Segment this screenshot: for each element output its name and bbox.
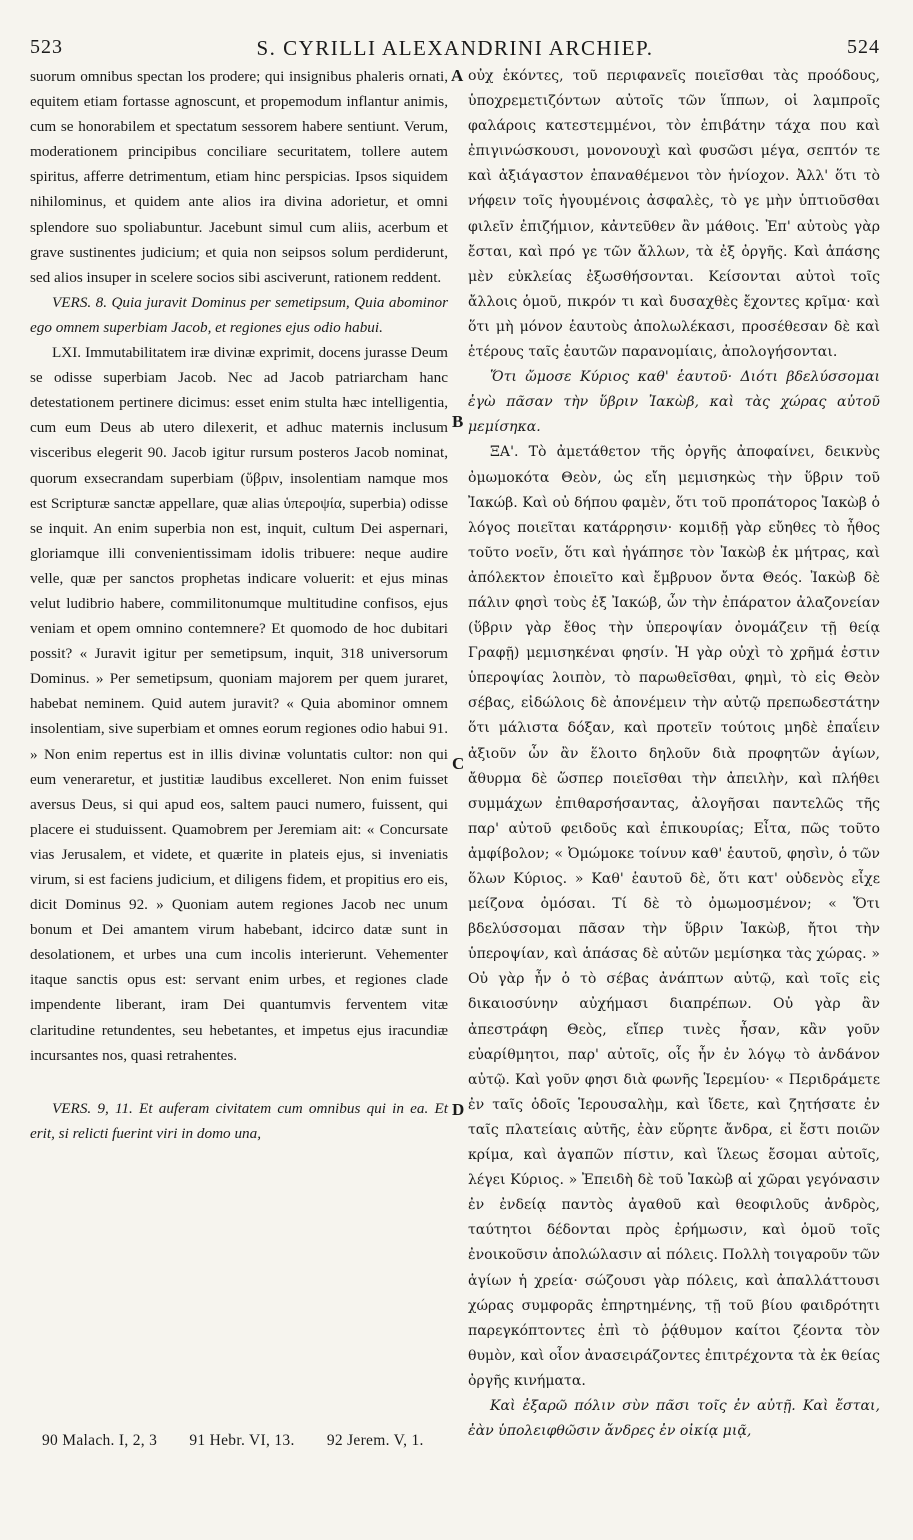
section-mark-c: C [452, 754, 465, 773]
running-title: S. CYRILLI ALEXANDRINI ARCHIEP. [256, 36, 654, 60]
greek-verse-8-text: Ὅτι ὤμοσε Κύριος καθ' ἑαυτοῦ· Διότι βδελύσσομαι ἐγὼ πᾶσαν τὴν ὕβριν Ἰακὼβ, καὶ τὰς χώρας αὐτοῦ μεμίσηκα. [468, 369, 880, 436]
footnote-91: 91 Hebr. VI, 13. [189, 1432, 295, 1449]
section-mark-a: A [451, 66, 464, 85]
page-number-left: 523 [30, 36, 63, 58]
running-header [30, 36, 880, 62]
page-number-right: 524 [847, 36, 880, 58]
greek-column [468, 64, 880, 1444]
section-mark-b: B [452, 412, 464, 431]
latin-column [30, 64, 448, 1146]
footnote-92: 92 Jerem. V, 1. [326, 1432, 424, 1449]
greek-verse-9-text: Καὶ ἐξαρῶ πόλιν σὺν πᾶσι τοῖς ἐν αὐτῇ. Καὶ ἔσται, ἐὰν ὑπολειφθῶσιν ἄνδρες ἐν οἰκίᾳ μιᾷ, [468, 1397, 880, 1440]
greek-paragraph-xa: ΞΑ'. Τὸ ἀμετάθετον τῆς ὀργῆς ἀποφαίνει, δεικνὺς ὀμωμοκότα Θεὸν, ὡς εἴη μεμισηκὼς τὴν ὕβριν τοῦ Ἰακώβ. Καὶ οὐ δήπου φαμὲν, ὅτι τοῦ προπάτορος Ἰακὼβ ὁ λόγος ποιεῖται κατάρρησιν· κομιδῇ γὰρ εὔηθες τὸ ἦθος τοῦτο νοεῖν, ὅτι καὶ ἠγάπησε τὸν Ἰακὼβ ἐκ μήτρας, καὶ ἀπόλεκτον ἐποιεῖτο καὶ ἔμβρυον ὄντα Θεός. Ἰακὼβ δὲ πάλιν φησὶ τοὺς ἐξ Ἰακώβ, ὧν τὴν ἐπάρατον ἀλαζονείαν (ὕβριν γὰρ ἔθος τὴν ὑπεροψίαν ὀνομάζειν τῇ θείᾳ Γραφῇ) μεμισηκέναι φησίν. Ἡ γὰρ οὐχὶ τὸ χρῆμά ἐστιν ὑπεροψίας λοιπὸν, τὸ παρωθεῖσθαι, φημὶ, τὸ εἰς Θεὸν σέβας, εἰδώλοις δὲ ἀπονέμειν τὴν αὐτῷ πρεπωδεστάτην ὅτι μάλιστα δόξαν, καὶ προτεῖν τούτοις μηδὲ ἐπαΐειν ἀξιοῦν ὧν ἂν ἕλοιτο δηλοῦν διὰ προφητῶν ἁγίων, ἄθυρμα δὲ ὥσπερ ποιεῖσθαι τὴν ἀπειλὴν, καὶ πλήθει συμμάχων ἐπιθαρσήσαντας, ἀλογῆσαι παντελῶς τῆς παρ' αὐτοῦ φειδοῦς καὶ ἐπικουρίας; Εἶτα, πῶς τοῦτο ἀμφίβολον; « Ὀμώμοκε τοίνυν καθ' ἑαυτοῦ, φησὶν, ὁ τῶν ὅλων Κύριος. » Καθ' ἑαυτοῦ δὲ, ὅτι κατ' οὐδενὸς εἶχε μείζονα ὀμόσαι. Τί δὲ τὸ ὀμωμοσμένον; « Ὅτι βδελύσσομαι πᾶσαν τὴν ὕβριν Ἰακὼβ, ἤτοι τὴν ὑπεροψίαν, καὶ ἁπάσας δὲ αὐτῶν μεμίσηκα τὰς χώρας. » Οὐ γὰρ ἦν ὁ τὸ σέβας ἀνάπτων αὐτῷ, καὶ τοῖς εἰς δικαιοσύνην αὐχήμασι διαπρέπων. Οὐ γὰρ ἂν ἀπεστράφη Θεὸς, εἴπερ τινὲς ἦσαν, κἂν γοῦν εὐαρίθμητοι, παρ' αὐτοῖς, οἷς ἦν ἐν λόγῳ τὸ ἀνδάνον αὐτῷ. Καὶ γοῦν φησι διὰ φωνῆς Ἱερεμίου· « Περιδράμετε ἐν ταῖς ὁδοῖς Ἱερουσαλὴμ, καὶ ἴδετε, καὶ ζητήσατε ἐν ταῖς πλατείαις αὐτῆς, ἐὰν εὕρητε ἄνδρα, εἰ ἔστι ποιῶν κρίμα, καὶ ἀγαπῶν πίστιν, καὶ ἵλεως ἔσομαι αὐτοῖς, λέγει Κύριος. » Ἐπειδὴ δὲ τοῦ Ἰακὼβ αἱ χῶραι γεγόνασιν ἐν ἐνδείᾳ παντὸς ἀγαθοῦ καὶ θεοφιλοῦς ἀνδρὸς, ταύτητοι δέδονται πρὸς ἐρήμωσιν, καὶ ὁμοῦ τοῖς ἐνοικοῦσιν ἀπολώλασιν αἱ πόλεις. Πολλὴ τοιγαροῦν τῶν ἁγίων ἡ χρεία· σώζουσι γὰρ πόλεις, καὶ ἀπαλλάττουσι χώρας συμφορᾶς ἐπηρτημένης, τῇ τοῦ βίου φαιδρότητι παρεγκόπτοντες ἐπὶ τὸ ῥᾴθυμον καίτοι ζέοντα τὸν θυμὸν, καὶ οἷον ἀνασειράζοντες ἐπιτρέχοντα τὰ ἐκ θείας ὀργῆς κινήματα. [468, 444, 880, 1389]
footnote-90: 90 Malach. I, 2, 3 [42, 1432, 158, 1449]
greek-verse-8 [468, 365, 880, 440]
latin-paragraph-lxi: LXI. Immutabilitatem iræ divinæ exprimit, docens jurasse Deum se odisse superbiam Jacob. Nec ad Jacob patriarcham hanc detestationem pertinere dicimus: esset enim stulta hæc intelligentia, cum eum Deus ab utero dilexerit, et adhuc maternis inclusum visceribus elegerit 90. Jacob igitur rursum posteros Jacob nominat, quorum exsecrandam superbiam (ὕβριν, insolentiam namque mos est Scripturæ sanctæ appellare, quæ alias ὑπεροψία, superbia) odisse se inquit. An enim superbia non est, inquit, cultum Dei aspernari, gloriamque illi convenientissimam idolis tribuere: neque audire velle, quæ per sanctos prophetas indicare voluerit: et ejus minas velut ludibrio habere, commilitonumque multitudine confisos, ejus veniam et opem omnino contemnere? Et quomodo de hoc dubitari possit? « Juravit igitur per semetipsum, inquit, 318 universorum Dominus. » Per semetipsum, quoniam majorem per quem juraret, habebat neminem. Quid autem juravit? « Quia abominor omnem insolentiam, sive superbiam et omnes eorum regiones odio habui 91. » Non enim repertus est in illis divinæ voluntatis cultor: non qui eum veneraretur, et justitiæ laudibus excelleret. Non enim fuisset aversus Deus, si qui apud eos, saltem pauci numero, fuissent, qui placere ei studuissent. Quamobrem per Jeremiam ait: « Concursate vias Jerusalem, et videte, et quærite in plateis ejus, si inveniatis virum, si est faciens judicium, et diligens fidem, et propitius ero eis, dicit Dominus 92. » Quoniam autem regiones Jacob nec unum bonum et Dei amantem virum habebant, idcirco datæ sunt in desolationem, et urbes una cum incolis interierunt. Vehementer itaque sanctis opus est: servant enim urbes, et regiones clade impendente liberant, iram Dei quantumvis ferventem vitæ claritudine retundentes, seu hebetantes, et impetus ejus iracundiæ incursantes nos, quasi retrahentes. [30, 344, 448, 1064]
latin-verse-8-text: VERS. 8. Quia juravit Dominus per semetipsum, Quia abominor ego omnem superbiam Jacob, et regiones ejus odio habui. [30, 293, 448, 336]
greek-paragraph: οὐχ ἑκόντες, τοῦ περιφανεῖς ποιεῖσθαι τὰς προόδους, ὑποχρεμετιζόντων αὐτοῖς τῶν ἵππων, οἱ λαμπροῖς φαλάροις κατεστεμμένοι, τὸν ἐπιβάτην τάχα που καὶ ἐπιγινώσκουσι, μονονουχὶ καὶ φυσῶσι μέγα, σεπτόν τε καὶ ἀξιάγαστον ἐπαναθέμενοι τὸν ἡνίοχον. Ἀλλ' ὅτι τὸ νήφειν τοῖς ἡγουμένοις ἀσφαλὲς, τὸ γε μὴν ὑπτιοῦσθαι φιλεῖν ἐπιζήμιον, κἀντεῦθεν ἂν μάθοις. Ἐπ' αὐτοὺς γὰρ ἔσται, καὶ πρό γε τῶν ἄλλων, τὰ ἐξ ὀργῆς. Καὶ ἁπάσης μὲν εὐκλείας ἐξωσθήσονται. Κείσονται αὐτοὶ τοῖς ἄλλοις ὁμοῦ, πικρόν τι καὶ δυσαχθὲς ἔχοντες κρῖμα· καὶ ὅτι μὴ μόνον ἑαυτοὺς ἀπολωλέκασι, προσέθεσαν δὲ καὶ ἑτέρους ταῖς ἑαυτῶν παρανομίαις, ἀπολογήσονται. [468, 68, 880, 361]
latin-verse-9 [30, 1096, 448, 1146]
latin-verse-9-text: VERS. 9, 11. Et auferam civitatem cum omnibus qui in ea. Et erit, si relicti fuerint viri in domo una, [30, 1099, 448, 1142]
latin-verse-8 [30, 290, 448, 340]
footnotes [42, 1432, 862, 1450]
latin-paragraph: suorum omnibus spectan los prodere; qui insignibus phaleris ornati, equitem etiam fortasse agnoscunt, et propemodum inflantur animis, cum se honorabilem et spectatum sessorem habere sentiunt. Verum, moderationem principibus conciliare securitatem, tollere autem spiritus, afferre detrimentum, etiam hinc perspicias. Ipsos siquidem nihilominus, et quidem ante alios ira divina adorietur, et omni splendore suo spoliabuntur. Jacebunt simul cum aliis, acerbum et grave sustinentes judicium; et quia non seipsos solum perdiderunt, sed alios insuper in scelere socios sibi asciverunt, rationem reddent. [30, 68, 448, 286]
section-mark-d: D [452, 1100, 465, 1119]
